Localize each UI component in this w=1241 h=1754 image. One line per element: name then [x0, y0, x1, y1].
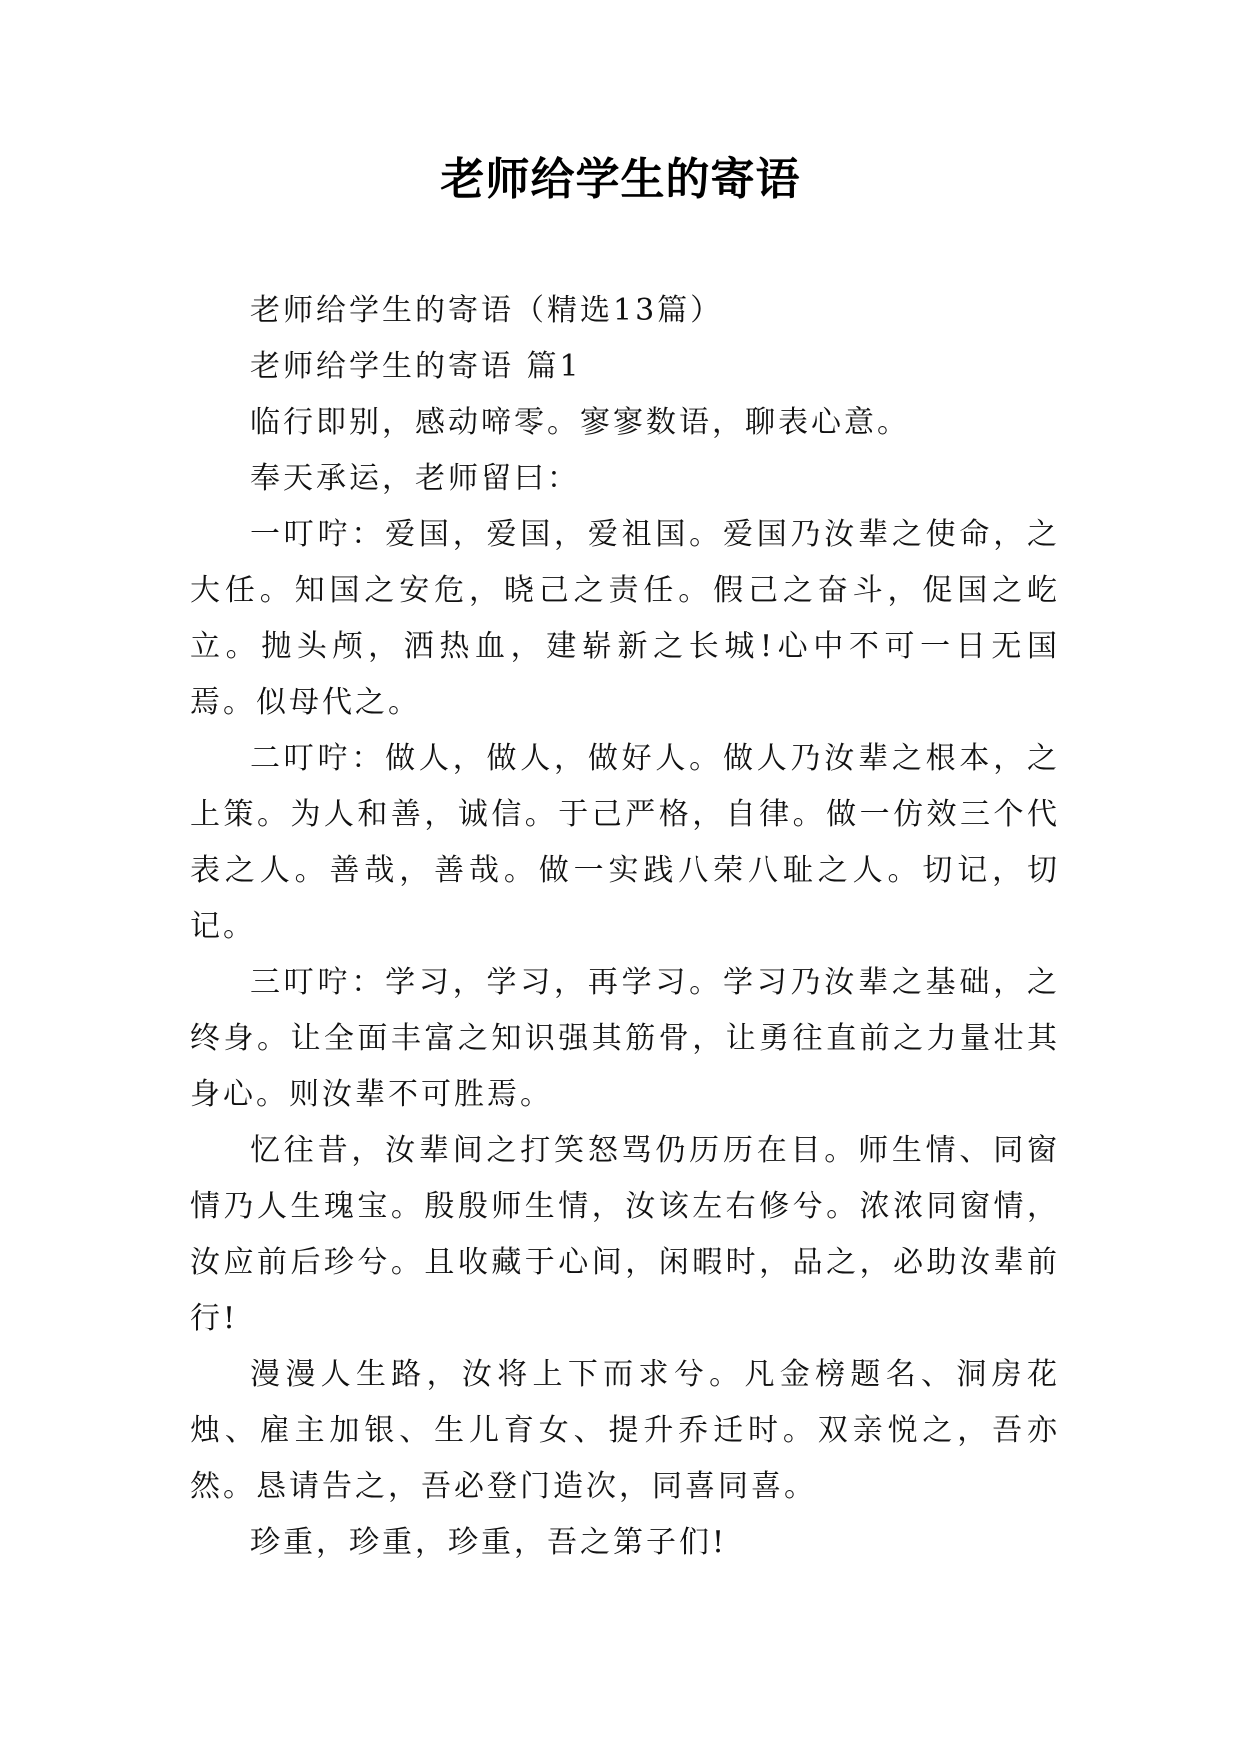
- paragraph-third-advice: 三叮咛：学习，学习，再学习。学习乃汝辈之基础，之终身。让全面丰富之知识强其筋骨，让勇往直前之力量壮其身心。则汝辈不可胜焉。: [190, 965, 1060, 1112]
- paragraph-life-road: 漫漫人生路，汝将上下而求兮。凡金榜题名、洞房花烛、雇主加银、生儿育女、提升乔迁时。双亲悦之，吾亦然。恳请告之，吾必登门造次，同喜同喜。: [190, 1357, 1060, 1504]
- paragraph-farewell: 临行即别，感动啼零。寥寥数语，聊表心意。: [250, 405, 910, 440]
- heading-article-1: 老师给学生的寄语 篇1: [250, 349, 582, 384]
- paragraph-closing: 珍重，珍重，珍重，吾之第子们!: [250, 1525, 728, 1560]
- paragraph-second-advice: 二叮咛：做人，做人，做好人。做人乃汝辈之根本，之上策。为人和善，诚信。于己严格，自律。做一仿效三个代表之人。善哉，善哉。做一实践八荣八耻之人。切记，切记。: [190, 741, 1060, 944]
- paragraph-first-advice: 一叮咛：爱国，爱国，爱祖国。爱国乃汝辈之使命，之大任。知国之安危，晓己之责任。假己之奋斗，促国之屹立。抛头颅，洒热血，建崭新之长城!心中不可一日无国焉。似母代之。: [190, 517, 1060, 720]
- document-body: [190, 283, 1060, 1571]
- paragraph-decree: 奉天承运，老师留曰：: [250, 461, 580, 496]
- paragraph-memories: 忆往昔，汝辈间之打笑怒骂仍历历在目。师生情、同窗情乃人生瑰宝。殷殷师生情，汝该左右修兮。浓浓同窗情，汝应前后珍兮。且收藏于心间，闲暇时，品之，必助汝辈前行!: [190, 1133, 1060, 1336]
- document-title: 老师给学生的寄语: [440, 154, 801, 205]
- heading-collection: 老师给学生的寄语（精选13篇）: [250, 293, 724, 328]
